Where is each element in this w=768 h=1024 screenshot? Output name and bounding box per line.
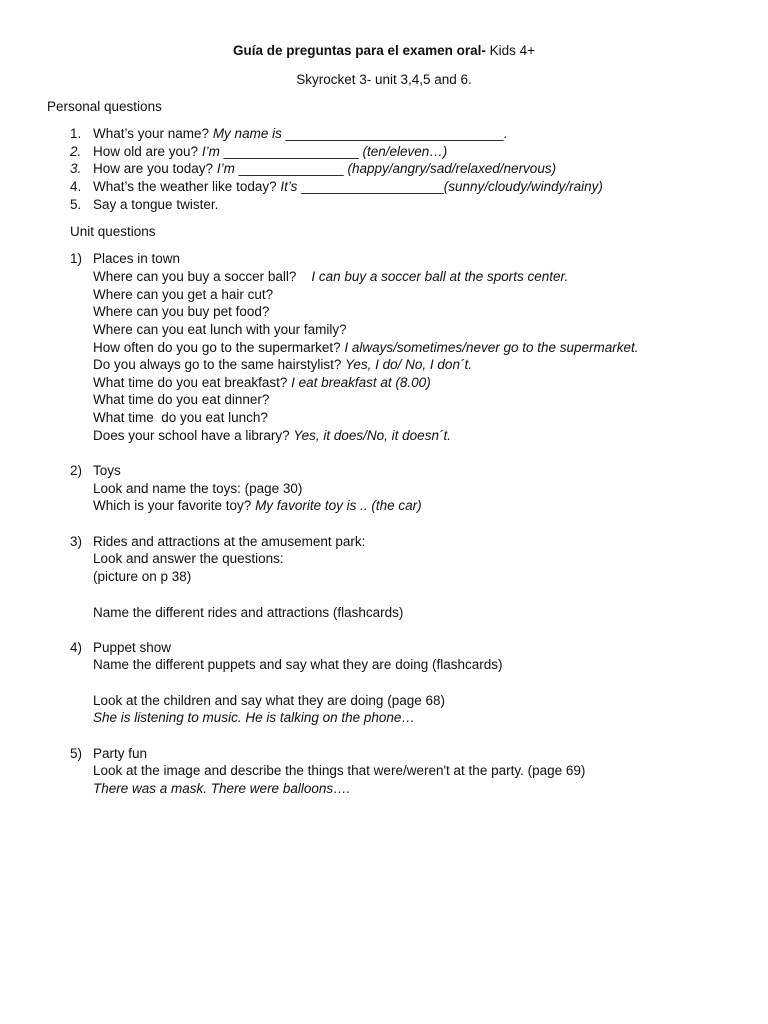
personal-item-number: 5. [70,197,82,212]
question-line: Look and answer the questions: [93,551,284,566]
personal-item-2: How old are you? I’m __________________ (ten/eleven…) [93,144,448,159]
title-rest: Kids 4+ [485,43,535,58]
question-line: Name the different puppets and say what they are doing (flashcards) [93,657,503,672]
personal-item-number: 1. [70,126,82,141]
question-line: Which is your favorite toy? My favorite toy is .. (the car) [93,498,422,513]
question-line: Look and name the toys: (page 30) [93,481,303,496]
unit-number: 1) [70,251,83,266]
document-subtitle: Skyrocket 3- unit 3,4,5 and 6. [296,72,472,87]
unit-number: 3) [70,534,83,549]
question-line: Where can you buy pet food? [93,304,270,319]
question-line: Does your school have a library? Yes, it does/No, it doesn´t. [93,428,451,443]
question-line: What time do you eat breakfast? I eat breakfast at (8.00) [93,375,431,390]
unit-title: Toys [93,463,121,478]
question-line: How often do you go to the supermarket? I always/sometimes/never go to the supermarket. [93,340,639,355]
title-bold: Guía de preguntas para el examen oral- [233,43,486,58]
unit-title: Places in town [93,251,181,266]
question-line: Where can you eat lunch with your family? [93,322,347,337]
unit-number: 2) [70,463,83,478]
unit-questions-heading: Unit questions [70,224,156,239]
personal-item-number: 2. [70,144,82,159]
unit-title: Party fun [93,746,148,761]
question-line: Look at the image and describe the things that were/weren't at the party. (page 69) [93,763,586,778]
personal-questions-heading: Personal questions [47,99,162,114]
question-line: Look at the children and say what they are doing (page 68) [93,693,445,708]
question-line: What time do you eat lunch? [93,410,268,425]
answer-line: There was a mask. There were balloons…. [93,781,351,796]
answer-line: She is listening to music. He is talking on the phone… [93,710,415,725]
unit-title: Rides and attractions at the amusement park: [93,534,366,549]
personal-item-1: What’s your name? My name is _____________________________. [93,126,508,141]
question-line: Name the different rides and attractions (flashcards) [93,605,404,620]
personal-item-5: Say a tongue twister. [93,197,219,212]
document-title [0,43,768,58]
question-line: Where can you buy a soccer ball? I can buy a soccer ball at the sports center. [93,269,569,284]
unit-title: Puppet show [93,640,172,655]
question-line: What time do you eat dinner? [93,392,270,407]
question-line: Do you always go to the same hairstylist? Yes, I do/ No, I don´t. [93,357,472,372]
personal-item-4: What’s the weather like today? It’s ___________________(sunny/cloudy/windy/rainy) [93,179,603,194]
personal-item-number: 4. [70,179,82,194]
personal-item-3: How are you today? I’m ______________ (happy/angry/sad/relaxed/nervous) [93,161,557,176]
unit-number: 5) [70,746,83,761]
question-line: (picture on p 38) [93,569,192,584]
personal-item-number: 3. [70,161,82,176]
unit-number: 4) [70,640,83,655]
question-line: Where can you get a hair cut? [93,287,274,302]
